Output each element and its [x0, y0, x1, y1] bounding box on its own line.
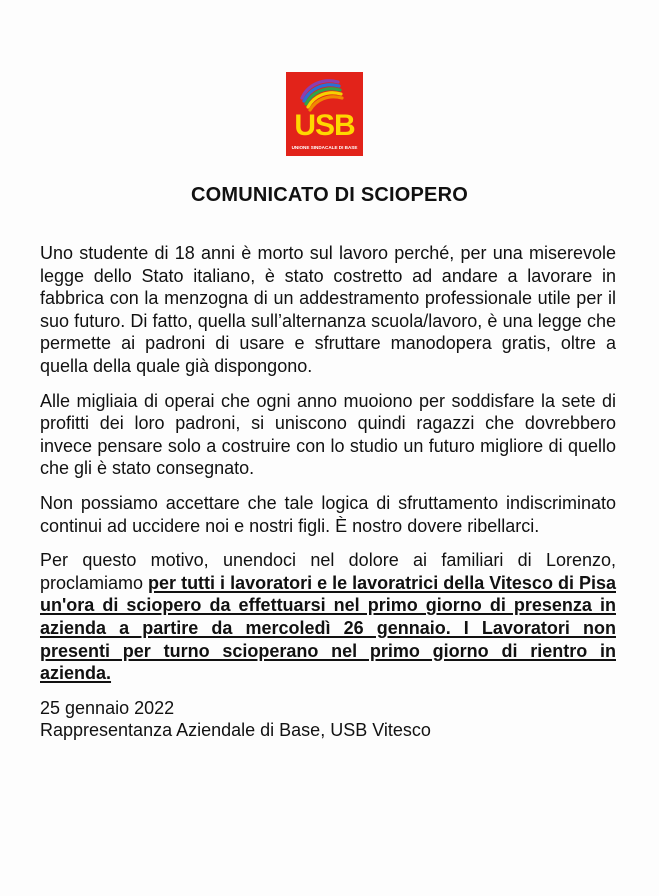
proclamation-intro: Per questo motivo, unendoci nel dolore ai familiari di Lorenzo, proclamiamo	[40, 550, 616, 593]
signature-author: Rappresentanza Aziendale di Base, USB Vitesco	[40, 720, 431, 741]
document-body	[40, 242, 616, 742]
paragraph-2: Alle migliaia di operai che ogni anno muoiono per soddisfare la sete di profitti dei loro padroni, si uniscono quindi ragazzi che dovrebbero invece pensare solo a costruire con lo studio un futuro migliore di quello che gli è stato consegnato.	[40, 390, 616, 479]
proclamation-emphasis: per tutti i lavoratori e le lavoratrici della Vitesco di Pisa un'ora di sciopero da effettuarsi nel primo giorno di presenza in azienda a partire da mercoledì 26 gennaio. I Lavoratori non presenti per turno scioperano nel primo giorno di rientro in azienda.	[40, 572, 616, 684]
paragraph-1: Uno studente di 18 anni è morto sul lavoro perché, per una miserevole legge dello Stato italiano, è stato costretto ad andare a lavorare in fabbrica con la menzogna di un addestramento professionale utile per il suo futuro. Di fatto, quella sull’alternanza scuola/lavoro, è una legge che permette ai padroni di usare e sfruttare manodopera gratis, oltre a quella della quale già dispongono.	[40, 243, 616, 376]
usb-rainbow-logo-icon	[286, 72, 363, 156]
logo-text: USB	[294, 109, 355, 142]
paragraph-proclamation	[40, 549, 616, 685]
paragraph-3: Non possiamo accettare che tale logica di sfruttamento indiscriminato continui ad uccidere noi e nostri figli. È nostro dovere ribellarci.	[40, 492, 616, 536]
page-title: COMUNICATO DI SCIOPERO	[190, 184, 468, 206]
signature-date: 25 gennaio 2022	[40, 697, 175, 718]
logo-subtitle: UNIONE SINDACALE DI BASE	[291, 145, 358, 150]
